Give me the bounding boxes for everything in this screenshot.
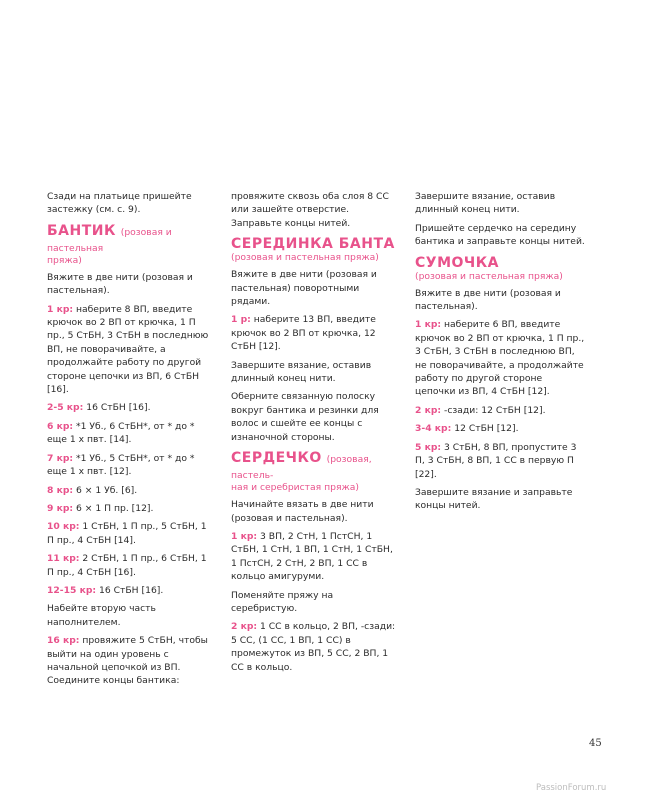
row-text: наберите 8 ВП, введите крючок во 2 ВП от крючка, 1 П пр., 5 СтБН, 3 СтБН в последнюю ВП, не поворачивайте, а продолжайте работу по другой стороне цепочки из ВП, 6 СтБН [16]. <box>47 303 209 396</box>
row-label: 8 кр: <box>47 484 74 496</box>
row-label: 2 кр: <box>231 621 258 633</box>
row-text: провяжите 5 СтБН, чтобы выйти на один уровень с начальной цепочкой из ВП. Соедините концы бантика: <box>47 635 208 687</box>
row-label: 10 кр: <box>47 521 80 533</box>
row-instruction <box>47 420 213 447</box>
row-label: 2 кр: <box>415 404 442 416</box>
row-instruction <box>415 318 585 398</box>
row-label: 6 кр: <box>47 420 74 432</box>
row-list <box>415 318 585 480</box>
row-label: 3-4 кр: <box>415 423 452 435</box>
column-middle <box>231 190 401 679</box>
lead-text: Вяжите в две нити (розовая и пастельная). <box>47 271 193 297</box>
row-instruction <box>415 422 585 435</box>
row-instruction <box>47 303 213 397</box>
section-subtitle: (розовая, пастель- <box>231 454 372 482</box>
row-text: 3 ВП, 2 СтН, 1 ПстСН, 1 СтБН, 1 СтН, 1 ВП, 1 СтН, 1 СтБН, 1 ПстСН, 2 СтН, 2 ВП, 1 СС в кольцо амигуруми. <box>231 530 393 583</box>
intro-text: Сзади на платьице пришейте застежку (см. с. 9). <box>47 191 192 216</box>
row-instruction <box>47 634 213 688</box>
row-text: *1 Уб., 5 СтБН*, от * до * еще 1 х пвт. [12]. <box>47 452 195 478</box>
row-label: 1 кр: <box>47 303 74 315</box>
row-text: -сзади: 12 СтБН [12]. <box>441 404 546 416</box>
row-label: 11 кр: <box>47 553 80 565</box>
section-subtitle-cont: пряжа) <box>47 254 82 266</box>
row-instruction <box>47 502 213 515</box>
section-title-bow: БАНТИК (розовая и пастельная <box>47 222 172 254</box>
section-title-bag: СУМОЧКА <box>415 254 499 271</box>
row-instruction <box>231 620 401 674</box>
row-label: 5 кр: <box>415 441 442 453</box>
note-text: Набейте вторую часть наполнителем. <box>47 603 156 628</box>
row-label: 9 кр: <box>47 502 74 514</box>
row-instruction <box>47 401 213 414</box>
finish-text: Завершите вязание, оставив длинный конец нити. <box>415 191 556 216</box>
row-text: 1 СС в кольцо, 2 ВП, -сзади: 5 СС, (1 СС, 1 ВП, 1 СС) в промежуток из ВП, 5 СС, 2 ВП, 1 СС в кольцо. <box>231 621 396 673</box>
row-text: 16 СтБН [16]. <box>96 584 164 596</box>
section-subtitle: (розовая и пастельная пряжа) <box>231 252 379 264</box>
page-number: 45 <box>589 738 602 749</box>
finish-text: Завершите вязание и заправьте концы нитей. <box>415 486 573 512</box>
row-text: 12 СтБН [12]. <box>451 423 519 435</box>
row-instruction <box>415 404 585 417</box>
row-instruction <box>47 584 213 597</box>
row-text: 6 × 1 П пр. [12]. <box>73 502 154 514</box>
lead-text: Вяжите в две нити (розовая и пастельная). <box>415 287 561 313</box>
section-title-heart: СЕРДЕЧКО (розовая, пастель- <box>231 450 372 482</box>
row-text: 1 СтБН, 1 П пр., 5 СтБН, 1 П пр., 4 СтБН [14]. <box>47 521 207 546</box>
row-text: 6 × 1 Уб. [6]. <box>73 484 138 496</box>
row-text: 2 СтБН, 1 П пр., 6 СтБН, 1 П пр., 4 СтБН [16]. <box>47 553 207 578</box>
row-instruction <box>231 313 401 353</box>
row-label: 12-15 кр: <box>47 584 97 596</box>
row-label: 1 кр: <box>415 319 442 331</box>
row-text: 16 СтБН [16]. <box>83 402 151 414</box>
watermark: PassionForum.ru <box>536 783 607 793</box>
wrap-text: Оберните связанную полоску вокруг бантика и резинки для волос и сшейте ее концы с изнаночной стороны. <box>231 391 379 443</box>
row-label: 1 кр: <box>231 530 258 542</box>
sew-text: Пришейте сердечко на середину бантика и заправьте концы нитей. <box>415 222 585 248</box>
continuation-text: провяжите сквозь оба слоя 8 СС или зашейте отверстие. Заправьте концы нитей. <box>231 191 389 229</box>
row-label: 16 кр: <box>47 635 80 647</box>
row-label: 1 р: <box>231 314 251 326</box>
lead-text: Вяжите в две нити (розовая и пастельная) поворотными рядами. <box>231 269 377 308</box>
row-text: 3 СтБН, 8 ВП, пропустите 3 П, 3 СтБН, 8 ВП, 1 СС в первую П [22]. <box>415 441 577 480</box>
section-subtitle: (розовая и пастельная <box>47 226 172 254</box>
row-text: наберите 13 ВП, введите крючок во 2 ВП от крючка, 12 СтБН [12]. <box>231 314 376 353</box>
section-title-bow-center: СЕРЕДИНКА БАНТА <box>231 236 395 253</box>
section-subtitle-cont: ная и серебристая пряжа) <box>231 482 359 494</box>
row-instruction <box>47 552 213 579</box>
row-text: *1 Уб., 6 СтБН*, от * до * еще 1 х пвт. [14]. <box>47 420 195 446</box>
row-instruction <box>415 441 585 481</box>
row-instruction <box>47 452 213 479</box>
row-label: 7 кр: <box>47 452 74 464</box>
lead-text: Начинайте вязать в две нити (розовая и пастельная). <box>231 499 374 524</box>
section-subtitle: (розовая и пастельная пряжа) <box>415 270 563 282</box>
row-instruction <box>231 530 401 584</box>
row-instruction <box>47 520 213 547</box>
column-left <box>47 190 213 693</box>
column-right <box>415 190 585 518</box>
finish-text: Завершите вязание, оставив длинный конец нити. <box>231 359 372 385</box>
row-list <box>47 303 213 598</box>
row-label: 2-5 кр: <box>47 402 84 414</box>
change-yarn-text: Поменяйте пряжу на серебристую. <box>231 589 334 614</box>
row-instruction <box>47 484 213 497</box>
row-text: наберите 6 ВП, введите крючок во 2 ВП от крючка, 1 П пр., 3 СтБН, 3 СтБН в последнюю ВП, не поворачивайте, а продолжайте работу по другой стороне цепочки из ВП, 4 СтБН [12]. <box>415 319 585 398</box>
